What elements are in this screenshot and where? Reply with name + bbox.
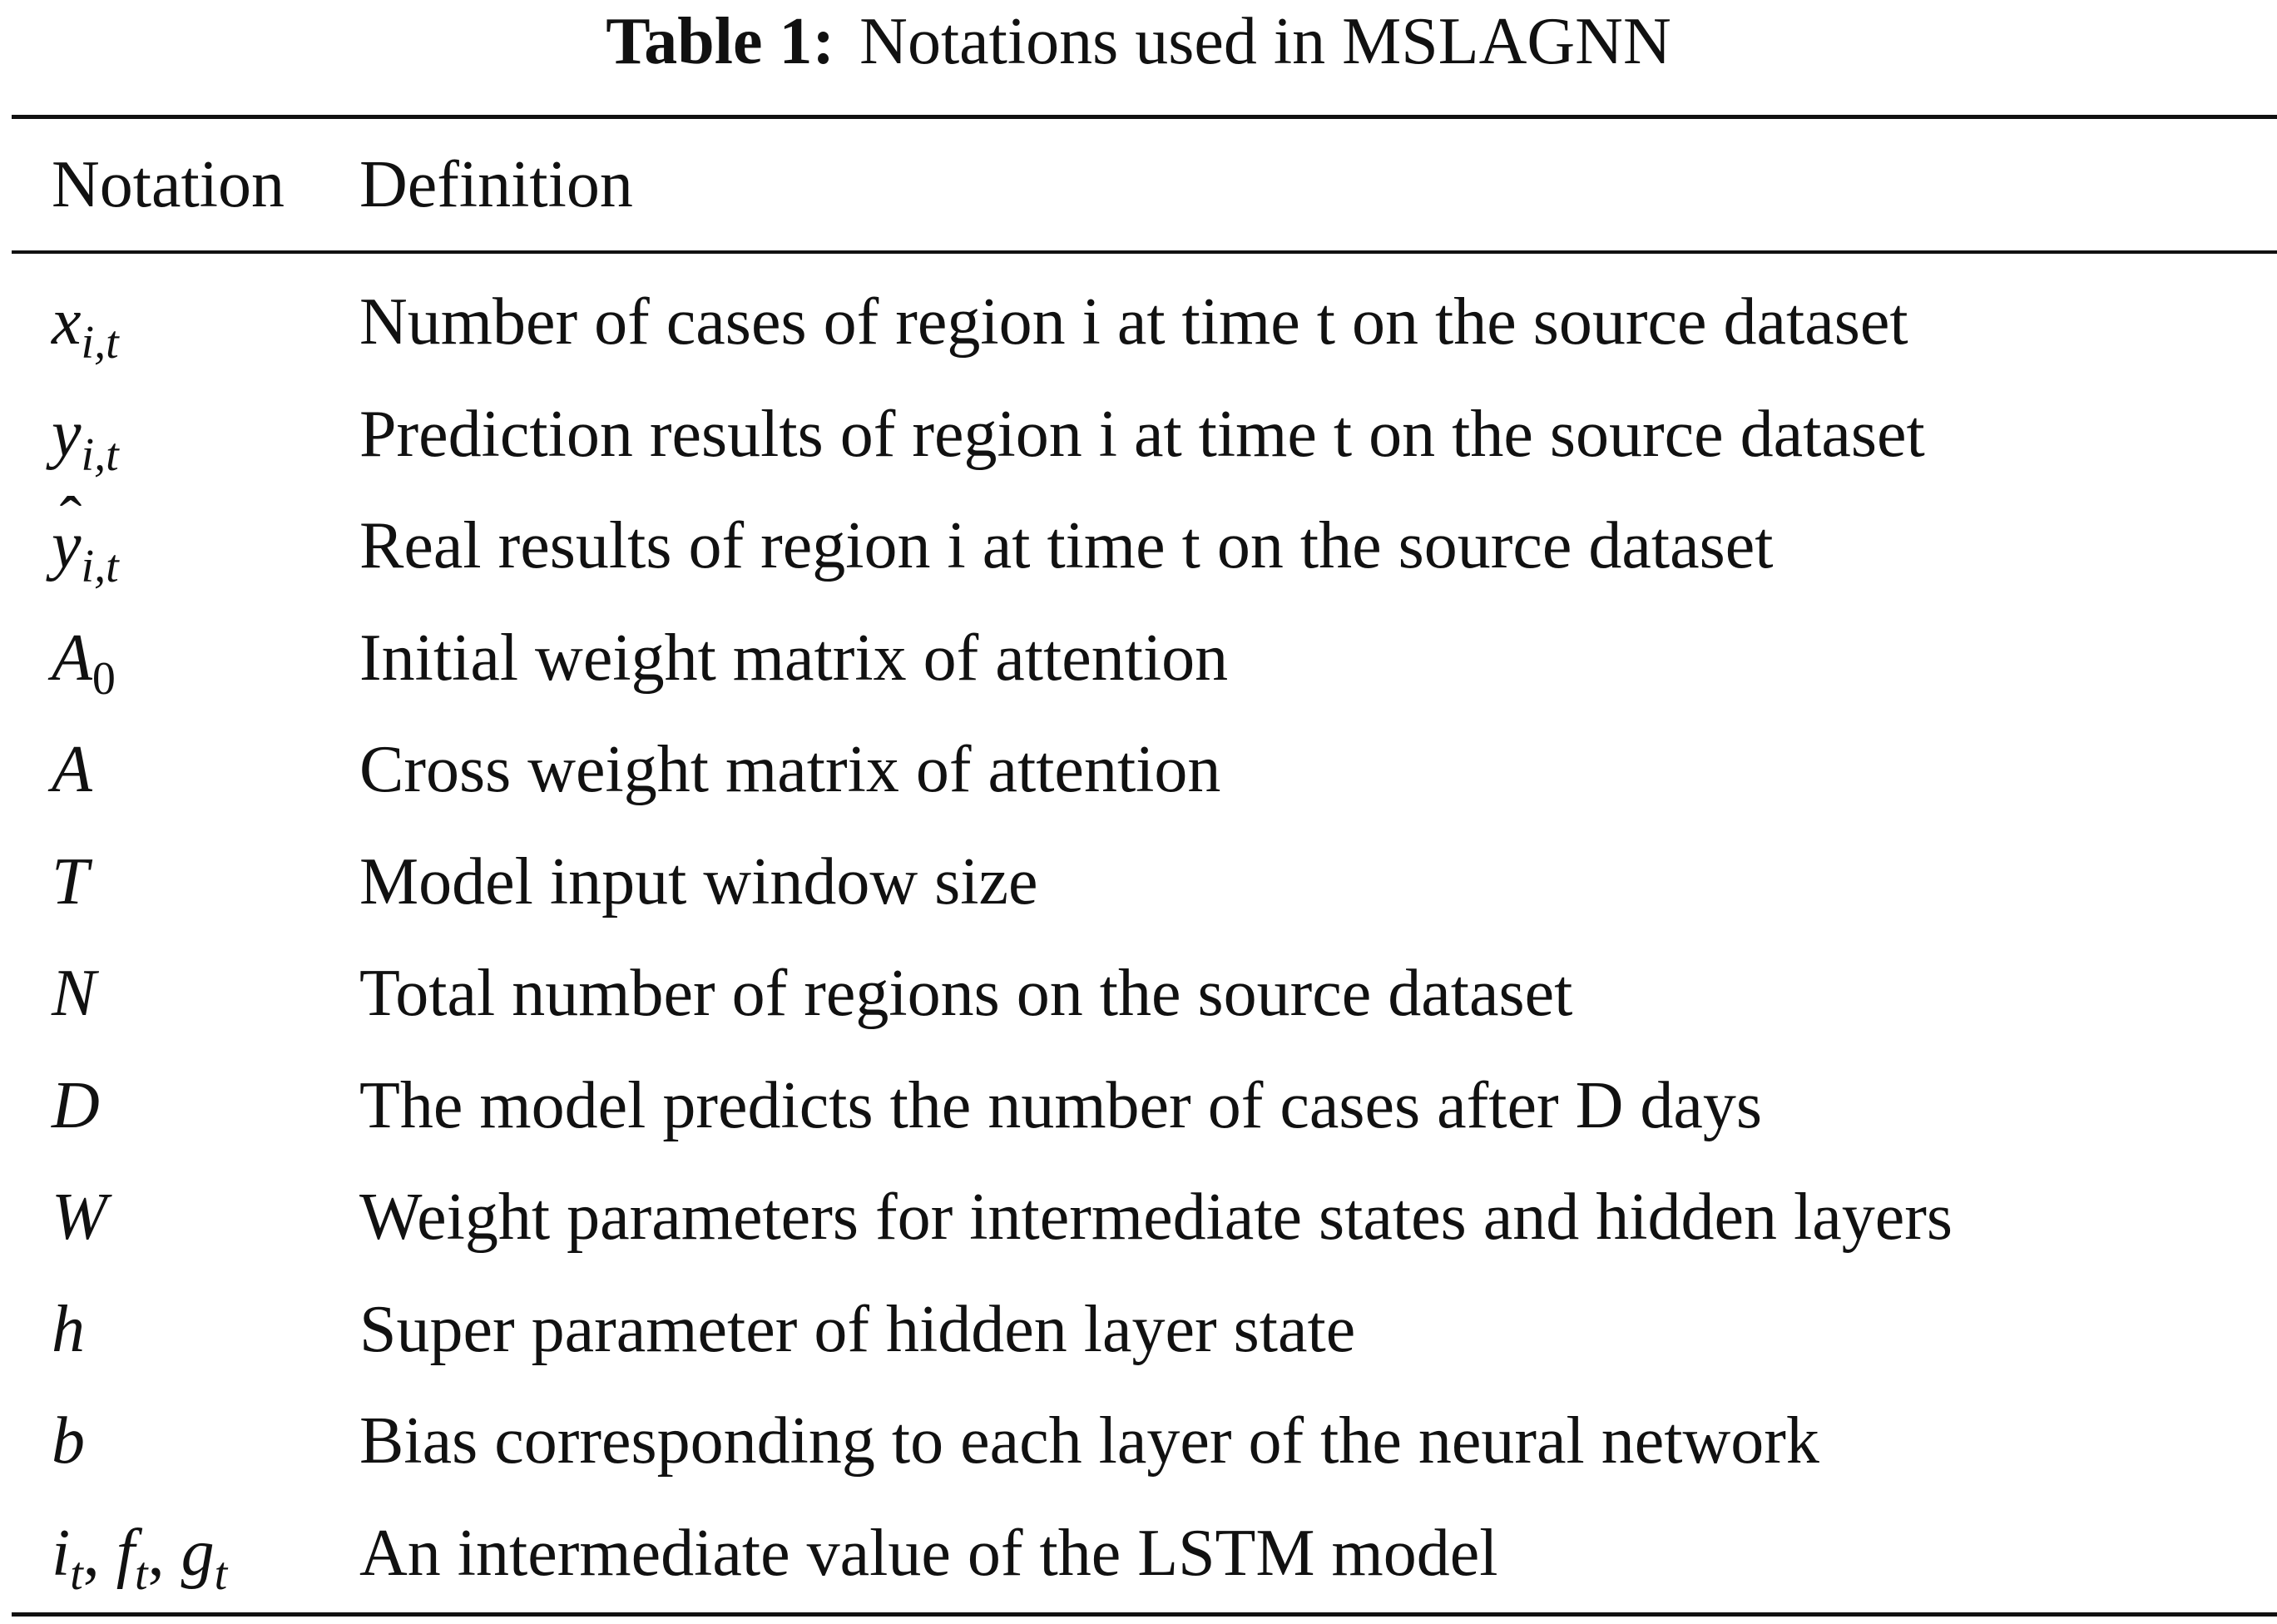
table-row — [0, 1498, 2277, 1610]
notation-cell: $y_{i,t}$ — [52, 397, 119, 481]
notation-cell: h — [52, 1292, 85, 1366]
table-row — [0, 379, 2277, 491]
definition-cell: Initial weight matrix of attention — [359, 621, 1229, 695]
table-row — [0, 1385, 2277, 1498]
definition-cell: Number of cases of region i at time t on the source dataset — [359, 285, 1908, 359]
definition-cell: Prediction results of region i at time t on the source dataset — [359, 397, 1925, 471]
notation-cell: ˆ $y_{i,t}$ — [52, 490, 119, 602]
table-row — [0, 826, 2277, 938]
header-notation: Notation — [52, 148, 285, 221]
table-row — [0, 1161, 2277, 1274]
notation-cell: $A_0$ — [52, 621, 116, 705]
notation-cell: W — [52, 1181, 107, 1254]
definition-cell: Weight parameters for intermediate states and hidden layers — [359, 1181, 1953, 1254]
table-row — [0, 938, 2277, 1050]
notation-cell: $x_{i,t}$ — [52, 285, 119, 369]
table-row — [0, 490, 2277, 602]
notation-cell: $i_t$, $f_t$, $g_t$ — [52, 1516, 228, 1600]
table-row — [0, 714, 2277, 826]
notation-cell: T — [52, 844, 89, 918]
definition-cell: The model predicts the number of cases after D days — [359, 1068, 1763, 1142]
top-rule — [12, 115, 2277, 119]
header-definition: Definition — [359, 148, 633, 221]
definition-cell: Bias corresponding to each layer of the neural network — [359, 1404, 1819, 1478]
notation-cell: A — [52, 733, 92, 806]
definition-cell: Model input window size — [359, 844, 1038, 918]
table-row — [0, 602, 2277, 715]
definition-cell: Real results of region i at time t on the source dataset — [359, 509, 1774, 582]
table-row — [0, 266, 2277, 379]
notation-cell: N — [52, 957, 97, 1030]
table-caption-text: Notations used in MSLAGNN — [859, 5, 1671, 78]
notation-cell: D — [52, 1068, 100, 1142]
header-rule — [12, 250, 2277, 254]
definition-cell: An intermediate value of the LSTM model — [359, 1516, 1498, 1590]
definition-cell: Total number of regions on the source dataset — [359, 957, 1573, 1030]
notation-cell: b — [52, 1404, 85, 1478]
definition-cell: Super parameter of hidden layer state — [359, 1292, 1356, 1366]
table-caption-label: Table 1: — [606, 5, 835, 78]
table-header-row — [0, 129, 2277, 241]
table-caption — [0, 0, 2277, 83]
table-row — [0, 1050, 2277, 1162]
bottom-rule — [12, 1612, 2277, 1617]
definition-cell: Cross weight matrix of attention — [359, 733, 1221, 806]
table-row — [0, 1274, 2277, 1386]
